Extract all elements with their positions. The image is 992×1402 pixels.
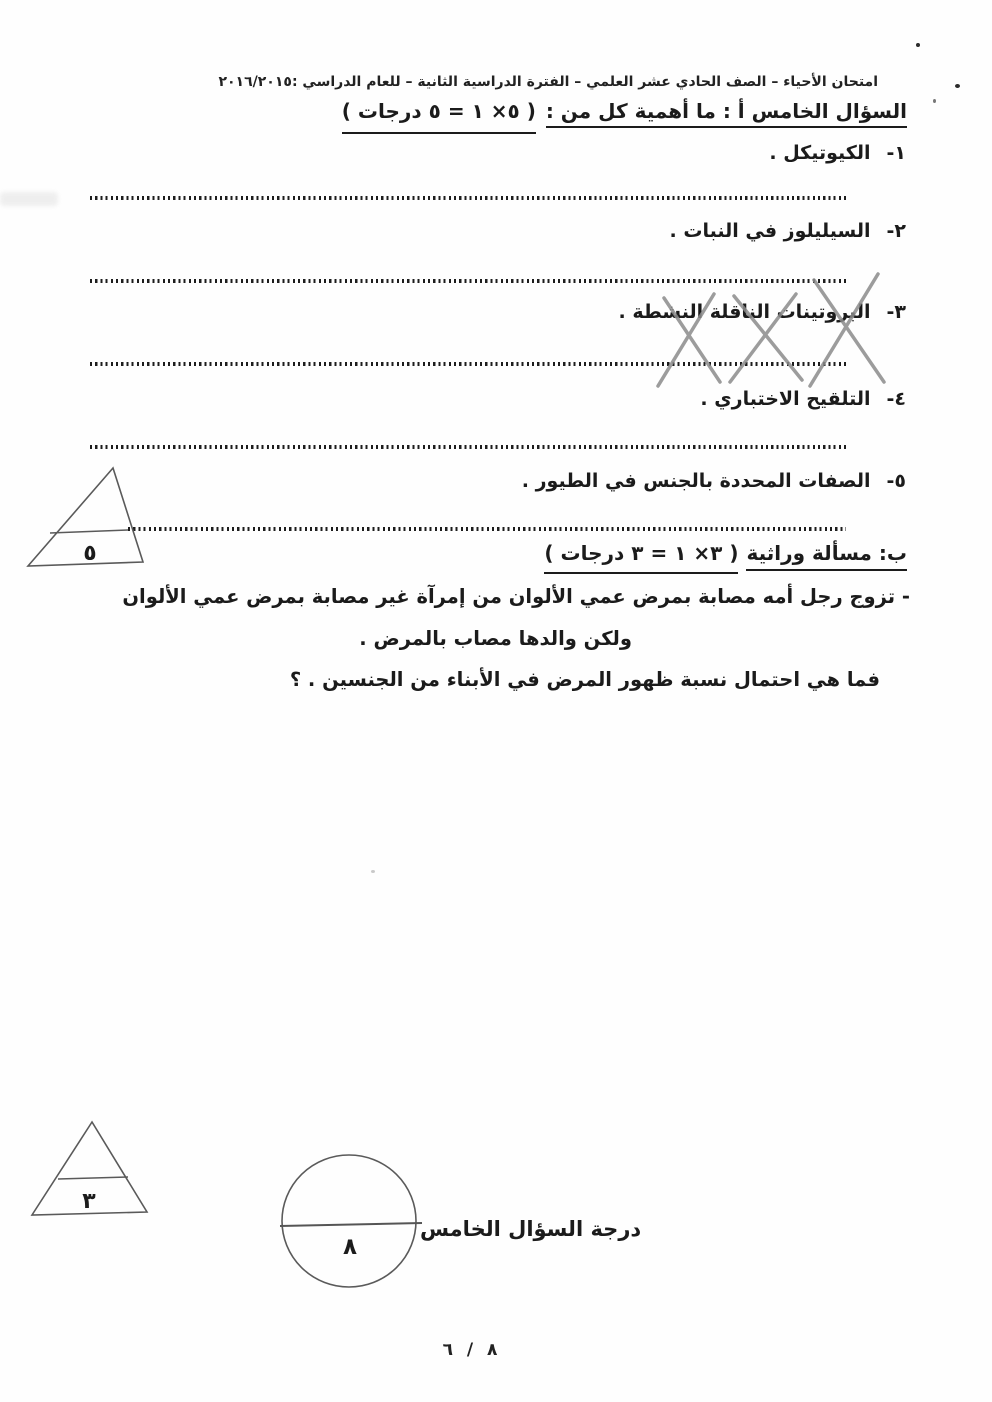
question-b-points: ( ٣× ١ = ٣ درجات ) [544, 541, 738, 574]
question-a-points: ( ٥× ١ = ٥ درجات ) [342, 99, 536, 134]
item-5-text: الصفات المحددة بالجنس في الطيور . [521, 470, 871, 492]
scan-speck [371, 870, 375, 873]
question-a-title-text: السؤال الخامس أ : ما أهمية كل من : [546, 99, 907, 128]
scan-speck [955, 84, 960, 88]
exam-header: امتحان الأحياء – الصف الحادي عشر العلمي – الفترة الدراسية الثانية – للعام الدراسي :٢٠١٦/٢٠١٥ [218, 74, 878, 90]
item-2 [670, 220, 906, 242]
item-4-text: التلقيح الاختباري . [700, 388, 871, 410]
problem-line-1: - تزوج رجل أمه مصابة بمرض عمي الألوان من إمرآة غير مصابة بمرض عمي الألوان [122, 585, 910, 608]
score-triangle-b-value: ٣ [82, 1189, 96, 1214]
question-b-title-text: ب: مسألة وراثية [746, 541, 907, 571]
scan-smudge [0, 192, 58, 206]
total-score-circle-icon [276, 1150, 426, 1292]
answer-line-5 [128, 527, 846, 531]
item-1-text: الكيوتيكل . [769, 142, 871, 164]
item-2-number: ٢- [886, 220, 906, 242]
problem-line-2: ولكن والدها مصاب بالمرض . [359, 627, 632, 650]
item-3-number: ٣- [886, 301, 906, 323]
question-b-title [544, 541, 907, 574]
item-4-number: ٤- [886, 388, 906, 410]
scan-speck [916, 43, 920, 47]
score-triangle-a-value: ٥ [83, 541, 97, 566]
score-triangle-b-icon [25, 1115, 160, 1220]
question-a-title [342, 99, 907, 134]
problem-line-3: فما هي احتمال نسبة ظهور المرض في الأبناء من الجنسين . ؟ [289, 668, 880, 691]
item-1 [769, 142, 906, 164]
total-score-label: درجة السؤال الخامس [420, 1217, 642, 1241]
item-3-text: البروتينات الناقلة النشطة . [618, 301, 871, 323]
total-score-value: ٨ [342, 1234, 358, 1260]
cross-out-marks-icon [648, 268, 900, 396]
item-1-number: ١- [886, 142, 906, 164]
item-5 [522, 470, 906, 492]
answer-line-1 [90, 196, 846, 200]
item-4 [700, 388, 906, 410]
item-2-text: السيليلوز في النبات . [669, 220, 871, 242]
item-5-number: ٥- [886, 470, 906, 492]
scan-speck [933, 99, 936, 103]
score-triangle-a-icon [20, 460, 155, 575]
answer-line-4 [90, 445, 846, 449]
page-number: ٨ / ٦ [442, 1340, 498, 1360]
